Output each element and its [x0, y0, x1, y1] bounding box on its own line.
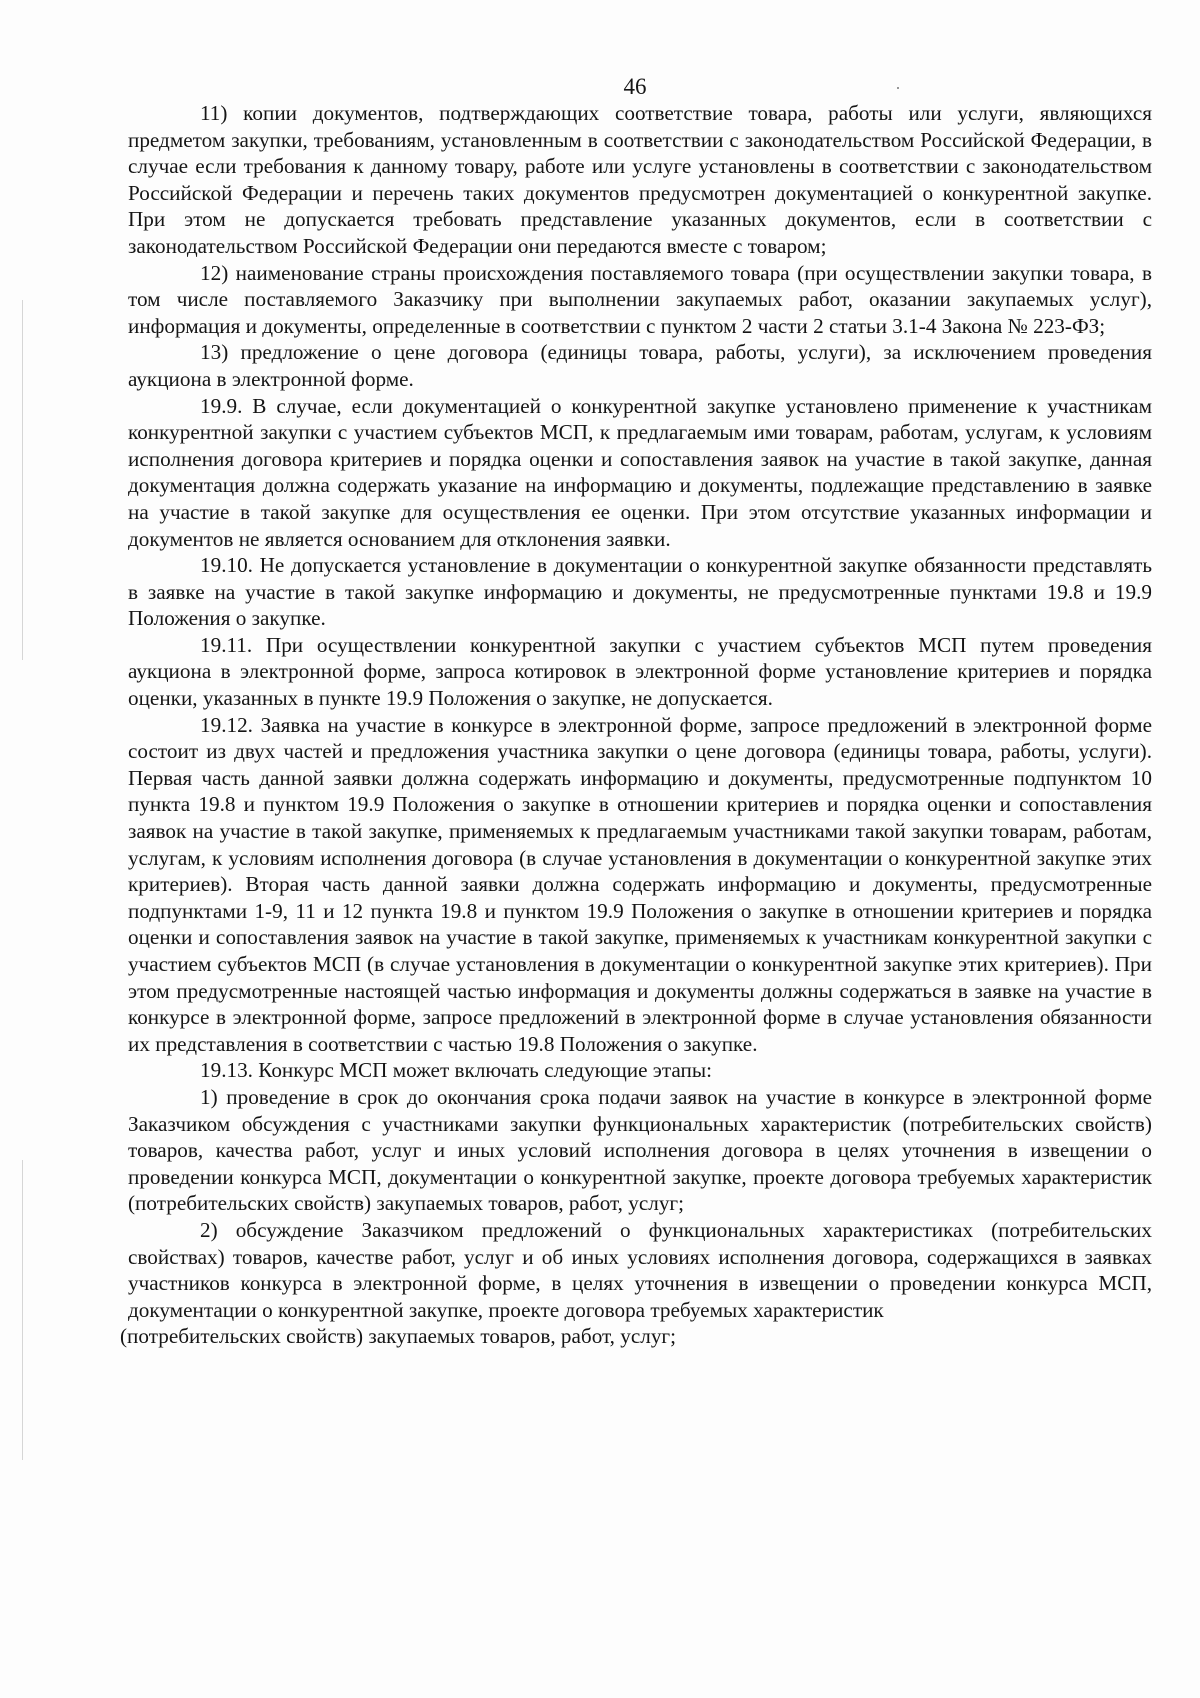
document-body: [120, 100, 1152, 1350]
page-number: 46: [623, 74, 647, 99]
paragraph-stage-2: 2) обсуждение Заказчиком предложений о функциональных характеристиках (потребительских свойствах) товаров, качестве работ, услуг и об иных условиях исполнения договора, содержащихся в заявках участников конкурса в электронной форме, в целях уточнения в извещении о проведении конкурса МСП, документации о конкурентной закупке, проекте договора требуемых характеристик: [128, 1217, 1152, 1322]
paragraph-stage-1: 1) проведение в срок до окончания срока подачи заявок на участие в конкурсе в электронной форме Заказчиком обсуждения с участниками закупки функциональных характеристик (потребительских свойств) товаров, качества работ, услуг и иных условий исполнения договора в целях уточнения в извещении о проведении конкурса МСП, документации о конкурентной закупке, проекте договора требуемых характеристик (потребительских свойств) закупаемых товаров, работ, услуг;: [128, 1084, 1152, 1216]
paragraph-item-13: 13) предложение о цене договора (единицы товара, работы, услуги), за исключением проведения аукциона в электронной форме.: [128, 340, 1152, 391]
paragraph-19-13: 19.13. Конкурс МСП может включать следующие этапы:: [200, 1058, 712, 1083]
paragraph-item-12: 12) наименование страны происхождения поставляемого товара (при осуществлении закупки товара, в том числе поставляемого Заказчику при выполнении закупаемых работ, оказании закупаемых услуг), информация и документы, определенные в соответствии с пунктом 2 части 2 статьи 3.1-4 Закона № 223-ФЗ;: [128, 260, 1152, 338]
paragraph-19-11: 19.11. При осуществлении конкурентной закупки с участием субъектов МСП путем проведения аукциона в электронной форме, запроса котировок в электронной форме установление критериев и порядка оценки, указанных в пункте 19.9 Положения о закупке, не допускается.: [128, 632, 1152, 711]
paragraph-item-11: 11) копии документов, подтверждающих соответствие товара, работы или услуги, являющихся предметом закупки, требованиям, установленным в соответствии с законодательством Российской Федерации, в случае если требования к данному товару, работе или услуге установлены в соответствии с законодательством Российской Федерации и перечень таких документов предусмотрен документацией о конкурентной закупке. При этом не допускается требовать представление указанных документов, если в соответствии с законодательством Российской Федерации они передаются вместе с товаром;: [128, 101, 1152, 258]
paragraph-19-12: 19.12. Заявка на участие в конкурсе в электронной форме, запросе предложений в электронной форме состоит из двух частей и предложения участника закупки о цене договора (единицы товара, работы, услуги). Первая часть данной заявки должна содержать информацию и документы, предусмотренные подпунктом 10 пункта 19.8 и пунктом 19.9 Положения о закупке в отношении критериев и порядка оценки и сопоставления заявок на участие в такой закупке, применяемых к предлагаемым участниками такой закупки товарам, работам, услугам, к условиям исполнения договора (в случае установления в документации о конкурентной закупке этих критериев). Вторая часть данной заявки должна содержать информацию и документы, предусмотренные подпунктами 1-9, 11 и 12 пункта 19.8 и пунктом 19.9 Положения о закупке в отношении критериев и порядка оценки и сопоставления заявок на участие в такой закупке, применяемых к участникам конкурентной закупки с участием субъектов МСП (в случае установления в документации о конкурентной закупке этих критериев). При этом предусмотренные настоящей частью информация и документы должны содержаться в заявке на участие в конкурсе в электронной форме, запросе предложений в электронной форме в случае установления обязанности их представления в соответствии с частью 19.8 Положения о закупке.: [128, 712, 1152, 1056]
scan-margin-line: [22, 300, 23, 660]
paragraph-stage-2-continuation: (потребительских свойств) закупаемых товаров, работ, услуг;: [120, 1324, 677, 1349]
paragraph-19-10: 19.10. Не допускается установление в документации о конкурентной закупке обязанности представлять в заявке на участие в такой закупке информацию и документы, не предусмотренные пунктами 19.8 и 19.9 Положения о закупке.: [128, 553, 1152, 631]
scan-margin-line: [22, 1160, 23, 1460]
paragraph-19-9: 19.9. В случае, если документацией о конкурентной закупке установлено применение к участникам конкурентной закупки с участием субъектов МСП, к предлагаемым ими товарам, работам, услугам, к условиям исполнения договора критериев и порядка оценки и сопоставления заявок на участие в такой закупке, данная документация должна содержать указание на информацию и документы, подлежащие представлению в заявке на участие в такой закупке для осуществления ее оценки. При этом отсутствие указанных информации и документов не является основанием для отклонения заявки.: [128, 393, 1152, 551]
